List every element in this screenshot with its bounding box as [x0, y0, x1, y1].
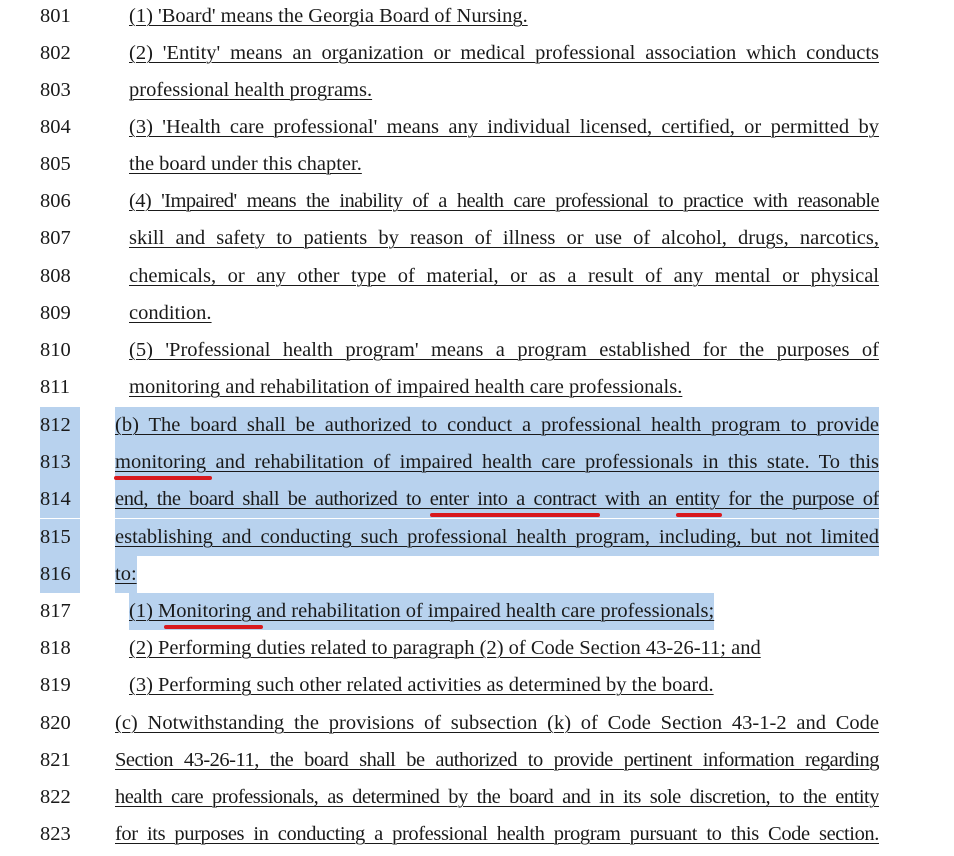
line-text: monitoring and rehabilitation of impaired health care professionals in this state. To this	[115, 444, 879, 481]
text-line	[0, 220, 954, 257]
text-line	[0, 109, 954, 146]
line-number: 814	[40, 481, 80, 518]
text-line	[0, 295, 954, 332]
line-text: the board under this chapter.	[129, 153, 362, 175]
line-text: for its purposes in conducting a professional health program pursuant to this Code section.	[115, 823, 879, 845]
text-line	[0, 742, 954, 779]
line-text: (2) 'Entity' means an organization or medical professional association which conducts	[129, 42, 879, 64]
line-text: (b) The board shall be authorized to conduct a professional health program to provide	[115, 407, 879, 444]
line-text: monitoring and rehabilitation of impaired health care professionals.	[129, 376, 683, 398]
line-number: 811	[40, 376, 70, 398]
line-text: to:	[115, 556, 137, 593]
line-number: 808	[40, 265, 71, 287]
red-underline-markup	[164, 625, 263, 629]
text-line	[0, 35, 954, 72]
line-number: 804	[40, 116, 71, 138]
text-line	[0, 705, 954, 742]
text-line	[0, 72, 954, 109]
line-text: chemicals, or any other type of material, or as a result of any mental or physical	[129, 265, 879, 287]
text-line	[0, 258, 954, 295]
line-text: establishing and conducting such professional health program, including, but not limited	[115, 519, 879, 556]
line-text: skill and safety to patients by reason of illness or use of alcohol, drugs, narcotics,	[129, 227, 879, 249]
line-text: health care professionals, as determined by the board and in its sole discretion, to the entity	[115, 786, 879, 808]
text-line	[0, 332, 954, 369]
line-text: condition.	[129, 302, 212, 324]
text-line	[0, 0, 954, 35]
red-underline-markup	[676, 513, 722, 517]
line-text: (1) Monitoring and rehabilitation of impaired health care professionals;	[129, 593, 714, 630]
line-number: 810	[40, 339, 71, 361]
line-number: 809	[40, 302, 71, 324]
text-line	[0, 146, 954, 183]
line-number: 819	[40, 674, 71, 696]
line-number: 820	[40, 712, 71, 734]
line-number: 805	[40, 153, 71, 175]
highlighted-line	[0, 519, 954, 556]
line-text: (1) 'Board' means the Georgia Board of Nursing.	[129, 5, 528, 27]
line-number: 803	[40, 79, 71, 101]
line-number: 812	[40, 407, 80, 444]
line-text: (3) 'Health care professional' means any individual licensed, certified, or permitted by	[129, 116, 879, 138]
line-number: 823	[40, 823, 71, 845]
line-number: 818	[40, 637, 71, 659]
highlighted-line	[0, 593, 954, 630]
line-number: 807	[40, 227, 71, 249]
text-line	[0, 630, 954, 667]
line-number: 816	[40, 556, 80, 593]
red-underline-markup	[114, 476, 212, 480]
line-text: Section 43-26-11, the board shall be authorized to provide pertinent information regarding	[115, 749, 879, 771]
line-number: 815	[40, 519, 80, 556]
line-number: 822	[40, 786, 71, 808]
line-number: 806	[40, 190, 71, 212]
line-number: 802	[40, 42, 71, 64]
text-line	[0, 816, 954, 853]
line-text: (3) Performing such other related activities as determined by the board.	[129, 674, 714, 696]
line-text: (2) Performing duties related to paragraph (2) of Code Section 43-26-11; and	[129, 637, 761, 659]
line-text: professional health programs.	[129, 79, 373, 101]
red-underline-markup	[430, 513, 600, 517]
line-text: (5) 'Professional health program' means a program established for the purposes of	[129, 339, 879, 361]
line-number: 801	[40, 5, 71, 27]
line-text: end, the board shall be authorized to enter into a contract with an entity for the purpose of	[115, 481, 879, 518]
text-line	[0, 779, 954, 816]
text-line	[0, 369, 954, 406]
line-number: 813	[40, 444, 80, 481]
line-text: (c) Notwithstanding the provisions of subsection (k) of Code Section 43-1-2 and Code	[115, 712, 879, 734]
text-line	[0, 667, 954, 704]
text-line	[0, 183, 954, 220]
line-number: 821	[40, 749, 71, 771]
highlighted-line	[0, 407, 954, 444]
line-text: (4) 'Impaired' means the inability of a health care professional to practice with reasonable	[129, 190, 879, 212]
line-number: 817	[40, 600, 71, 622]
highlighted-line	[0, 556, 954, 593]
